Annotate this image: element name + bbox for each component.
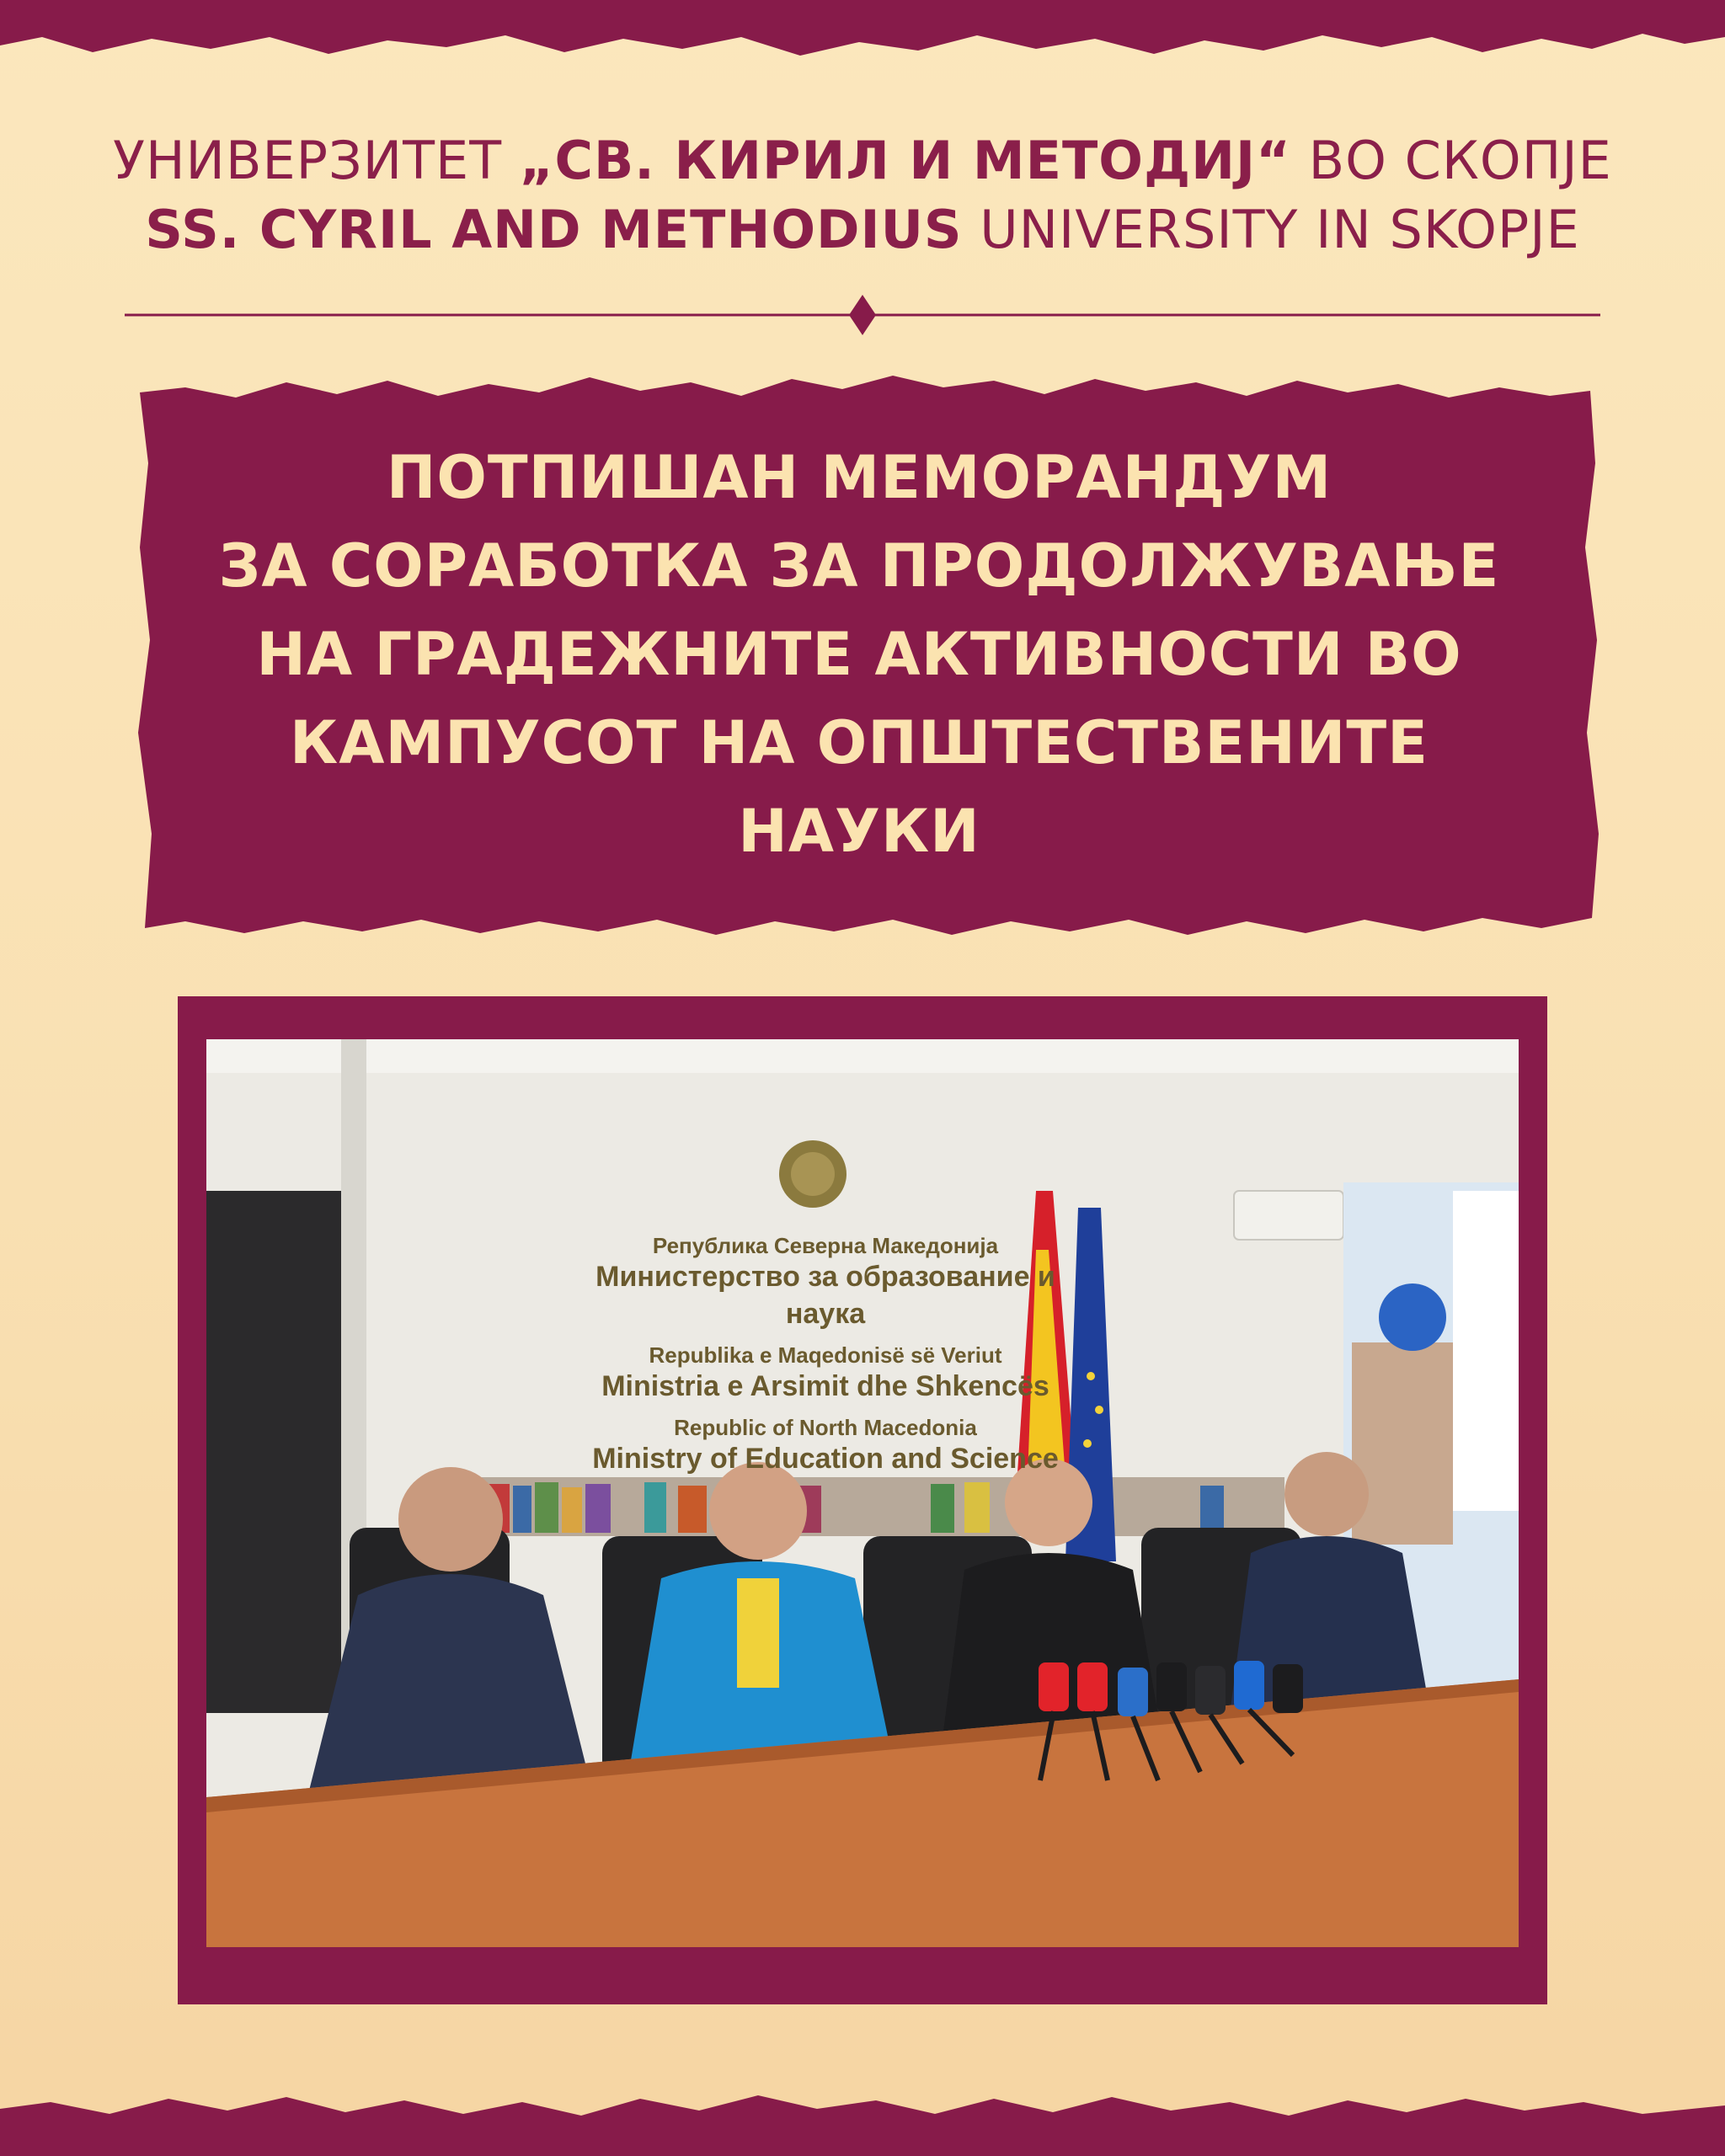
sign-en-country: Republic of North Macedonia: [674, 1415, 977, 1440]
university-name-mk-prefix: УНИВЕРЗИТЕТ: [113, 130, 520, 191]
photo-scene: [206, 1039, 1519, 1947]
title-line: НА ГРАДЕЖНИТЕ АКТИВНОСТИ ВО: [256, 620, 1462, 689]
university-name-en-suffix: UNIVERSITY IN SKOPJE: [962, 199, 1580, 260]
sign-mk-country: Република Северна Македонија: [652, 1233, 999, 1258]
university-name-mk-suffix: ВО СКОПЈЕ: [1290, 130, 1612, 191]
photo-frame: [178, 996, 1547, 2004]
sign-en-ministry: Ministry of Education and Science: [592, 1443, 1059, 1475]
banner-title: [168, 434, 1550, 876]
title-line: НАУКИ: [738, 797, 980, 866]
university-name-mk-bold: „СВ. КИРИЛ И МЕТОДИЈ“: [519, 130, 1291, 191]
title-line: ПОТПИШАН МЕМОРАНДУМ: [386, 443, 1332, 512]
sign-mk-ministry: Министерство за образование и наука: [595, 1261, 1055, 1330]
university-name-en-bold: SS. CYRIL AND METHODIUS: [145, 199, 963, 260]
bottom-torn-band: [0, 2080, 1725, 2156]
university-header: [0, 126, 1725, 264]
ornament-divider: [125, 295, 1600, 335]
sign-sq-country: Republika e Maqedonisë së Veriut: [649, 1342, 1002, 1368]
title-line: ЗА СОРАБОТКА ЗА ПРОДОЛЖУВАЊЕ: [218, 531, 1500, 600]
ministry-wall-sign: [590, 1233, 1061, 1487]
sign-sq-ministry: Ministria e Arsimit dhe Shkencës: [601, 1370, 1049, 1402]
title-line: КАМПУСОТ НА ОПШТЕСТВЕНИТЕ: [290, 708, 1429, 777]
university-name-en: [0, 195, 1725, 264]
press-conference-photo: [206, 1039, 1519, 1947]
university-name-mk: [0, 126, 1725, 195]
top-torn-band: [0, 0, 1725, 67]
